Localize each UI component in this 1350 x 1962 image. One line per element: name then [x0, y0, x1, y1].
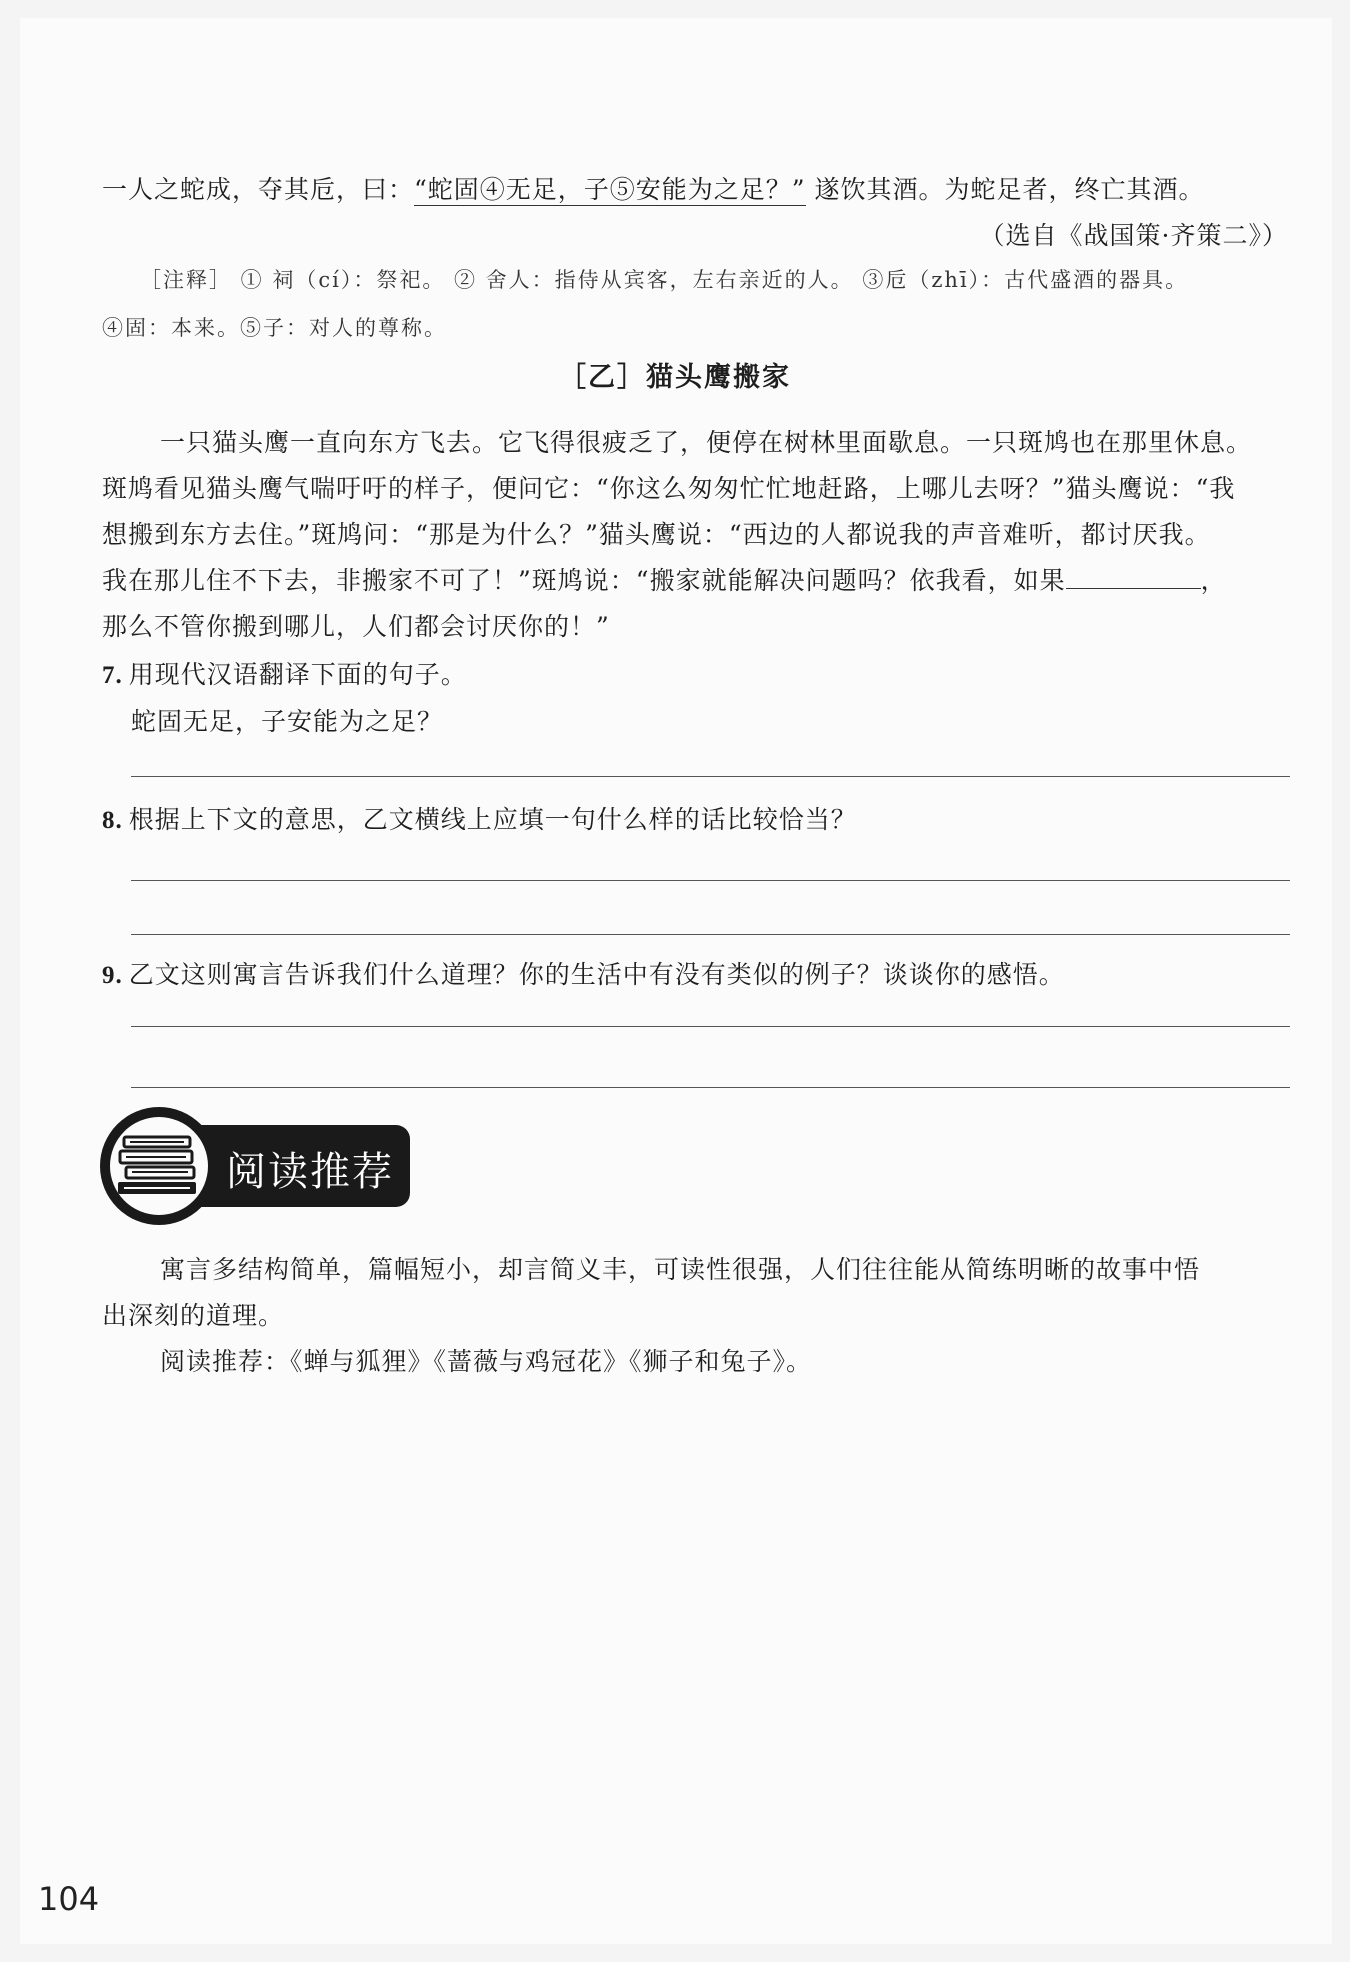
answer-line-q7[interactable] — [131, 776, 1290, 777]
answer-line-q8-1[interactable] — [131, 880, 1290, 881]
question-9-number: 9. — [102, 962, 123, 989]
story-a-text: 一人之蛇成，夺其卮，曰： — [102, 175, 415, 204]
question-7-text: 用现代汉语翻译下面的句子。 — [128, 660, 467, 689]
recommend-list: 阅读推荐：《蝉与狐狸》《蔷薇与鸡冠花》《狮子和兔子》。 — [160, 1347, 813, 1376]
story-b-line-5: 那么不管你搬到哪儿，人们都会讨厌你的！” — [102, 612, 610, 641]
story-b-heading: ［乙］猫头鹰搬家 — [559, 362, 791, 393]
stacked-books-icon — [116, 1135, 202, 1197]
question-9 — [102, 955, 1065, 991]
story-a-quote: “蛇固④无足，子⑤安能为之足？” — [414, 175, 806, 204]
story-b-line-4-text: 我在那儿住不下去，非搬家不可了！”斑鸠说：“搬家就能解决问题吗？依我看，如果 — [102, 566, 1066, 595]
story-b-line-1: 一只猫头鹰一直向东方飞去。它飞得很疲乏了，便停在树林里面歇息。一只斑鸠也在那里休息。 — [160, 428, 1253, 457]
reading-badge-title: 阅读推荐 — [226, 1149, 394, 1195]
question-8-number: 8. — [102, 807, 123, 834]
recommend-para-2: 出深刻的道理。 — [102, 1301, 285, 1330]
answer-line-q9-2[interactable] — [131, 1087, 1290, 1088]
question-7-number: 7. — [102, 662, 123, 689]
notes-line-1: ［注释］ ① 祠（cí）：祭祀。 ② 舍人：指侍从宾客，左右亲近的人。 ③卮（zhī）：古代盛酒的器具。 — [140, 268, 1189, 292]
question-9-text: 乙文这则寓言告诉我们什么道理？你的生活中有没有类似的例子？谈谈你的感悟。 — [128, 960, 1065, 989]
fill-in-blank[interactable] — [1066, 566, 1201, 589]
story-b-line-2: 斑鸠看见猫头鹰气喘吁吁的样子，便问它：“你这么匆匆忙忙地赶路，上哪儿去呀？”猫头鹰说：“我 — [102, 474, 1236, 503]
page-number: 104 — [38, 1880, 100, 1918]
question-7-sentence: 蛇固无足，子安能为之足？ — [131, 707, 444, 736]
story-b-line-3: 想搬到东方去住。”斑鸠问：“那是为什么？”猫头鹰说：“西边的人都说我的声音难听，都讨厌我。 — [102, 520, 1211, 549]
recommend-para-1: 寓言多结构简单，篇幅短小，却言简义丰，可读性很强，人们往往能从简练明晰的故事中悟 — [160, 1255, 1201, 1284]
story-a-source: （选自《战国策·齐策二》） — [979, 221, 1288, 250]
answer-line-q9-1[interactable] — [131, 1026, 1290, 1027]
story-a-text-end: 遂饮其酒。为蛇足者，终亡其酒。 — [814, 175, 1205, 204]
notes-line-2: ④固：本来。⑤子：对人的尊称。 — [102, 316, 447, 340]
story-b-line-4-comma: ， — [1200, 566, 1227, 595]
question-7 — [102, 655, 467, 691]
story-b-line-4 — [102, 561, 1227, 597]
story-a-line — [102, 170, 1205, 206]
question-8 — [102, 800, 857, 836]
answer-line-q8-2[interactable] — [131, 934, 1290, 935]
question-8-text: 根据上下文的意思，乙文横线上应填一句什么样的话比较恰当？ — [128, 805, 857, 834]
